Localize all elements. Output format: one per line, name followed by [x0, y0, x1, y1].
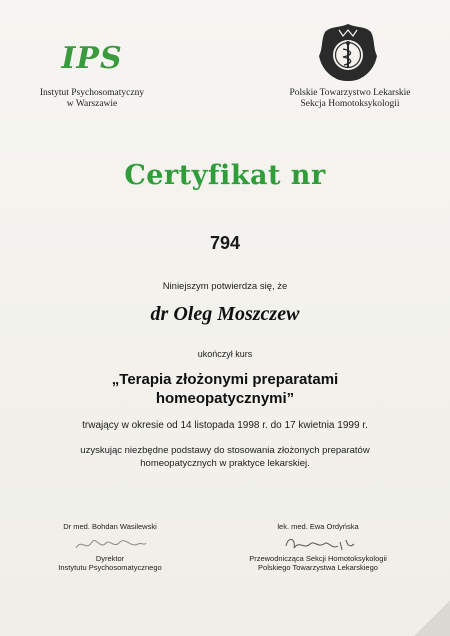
course-duration: trwający w okresie od 14 listopada 1998 r. do 17 kwietnia 1999 r.: [82, 420, 368, 431]
confirmation-text: Niniejszym potwierdza się, że: [162, 281, 288, 292]
certificate-title: Certyfikat nr: [124, 160, 326, 191]
course-name-line2: homeopatycznymi”: [155, 390, 295, 407]
right-signatory-role-line1: Przewodnicząca Sekcji Homotoksykologii: [249, 553, 387, 563]
left-org-line1: Instytut Psychosomatyczny: [39, 88, 145, 98]
right-signature-scribble: [278, 534, 358, 554]
left-organization: [22, 88, 162, 110]
course-outcome: [80, 445, 370, 470]
right-org-line2: Sekcja Homotoksykologii: [300, 99, 400, 109]
completed-course-text: ukończył kurs: [197, 349, 253, 359]
outcome-line2: homeopatycznych w praktyce lekarskiej.: [140, 457, 310, 469]
outcome-line1: uzyskując niezbędne podstawy do stosowania złożonych preparatów: [80, 445, 370, 456]
recipient-name: dr Oleg Moszczew: [150, 303, 300, 325]
left-signature-scribble: [70, 534, 150, 554]
right-signatory-role-line2: Polskiego Towarzystwa Lekarskiego: [258, 563, 378, 572]
right-organization: [280, 88, 420, 110]
ips-logo: IPS: [61, 41, 123, 76]
right-signature-block: [228, 522, 408, 573]
medical-seal-icon: [317, 22, 379, 84]
course-name: [60, 370, 390, 408]
page-corner-fold: [414, 600, 450, 636]
left-signature-block: [20, 522, 200, 573]
right-signatory-name: lek. med. Ewa Ordyńska: [277, 522, 359, 531]
right-org-line1: Polskie Towarzystwo Lekarskie: [289, 88, 411, 98]
left-org-line2: w Warszawie: [66, 99, 118, 109]
left-signatory-role-line1: Dyrektor: [95, 553, 125, 563]
left-signatory-name: Dr med. Bohdan Wasilewski: [63, 522, 157, 531]
course-name-line1: „Terapia złożonymi preparatami: [111, 371, 339, 388]
certificate-number: 794: [209, 233, 241, 253]
left-signatory-role-line2: Instytutu Psychosomatycznego: [58, 563, 162, 572]
